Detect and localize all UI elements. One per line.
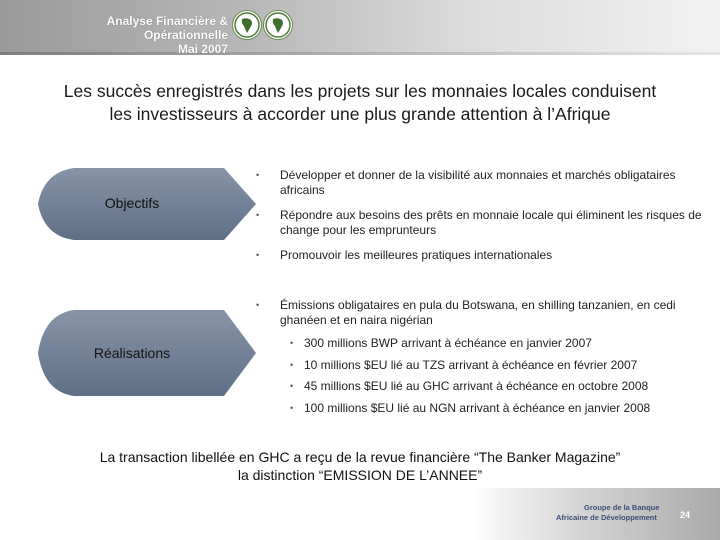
africa-globe-logo-icon (232, 10, 262, 40)
slide-title (14, 80, 706, 126)
objectifs-label: Objectifs (104, 195, 160, 211)
header-title (20, 14, 228, 56)
list-item: • Développer et donner de la visibilité aux monnaies et marchés obligataires africains (256, 168, 676, 197)
list-item: • 100 millions $EU lié au NGN arrivant à échéance en janvier 2008 (290, 401, 651, 415)
bullet-dot-icon: • (290, 360, 294, 370)
bullet-dot-icon: • (290, 338, 294, 348)
bullet-dot-icon: • (256, 210, 260, 220)
bullet-dot-icon: • (256, 300, 260, 310)
footer-org-name (556, 503, 676, 523)
list-item: • Émissions obligataires en pula du Botswana, en shilling tanzanien, en cedi ghanéen et en naira nigérian (256, 298, 676, 327)
footer-org-line2: Africaine de Développement (556, 513, 657, 522)
bullet-dot-icon: • (290, 403, 294, 413)
bullet-dot-icon: • (290, 381, 294, 391)
realisations-label: Réalisations (93, 345, 171, 361)
list-item: • 10 millions $EU lié au TZS arrivant à échéance en février 2007 (290, 358, 638, 372)
bullet-dot-icon: • (256, 170, 260, 180)
header-title-line2: Mai 2007 (177, 42, 228, 56)
slide-title-line1: Les succès enregistrés dans les projets sur les monnaies locales conduisent (63, 81, 657, 101)
footer-org-line1: Groupe de la Banque (584, 503, 660, 512)
list-item: • Répondre aux besoins des prêts en monnaie locale qui éliminent les risques de change pour les emprunteurs (256, 208, 702, 237)
conclusion-text (14, 448, 706, 484)
list-item: • Promouvoir les meilleures pratiques internationales (256, 248, 553, 262)
list-item: • 300 millions BWP arrivant à échéance en janvier 2007 (290, 336, 592, 350)
bullet-dot-icon: • (256, 250, 260, 260)
africa-globe-logo-icon (263, 10, 293, 40)
slide-title-line2: les investisseurs à accorder une plus grande attention à l’Afrique (109, 104, 611, 124)
page-number: 24 (680, 510, 691, 520)
list-item: • 45 millions $EU lié au GHC arrivant à échéance en octobre 2008 (290, 379, 649, 393)
header-title-line1: Analyse Financière & Opérationnelle (106, 14, 228, 42)
conclusion-line1: La transaction libellée en GHC a reçu de la revue financière “The Banker Magazine” (99, 449, 621, 465)
conclusion-line2: la distinction “EMISSION DE L’ANNEE” (237, 467, 483, 483)
